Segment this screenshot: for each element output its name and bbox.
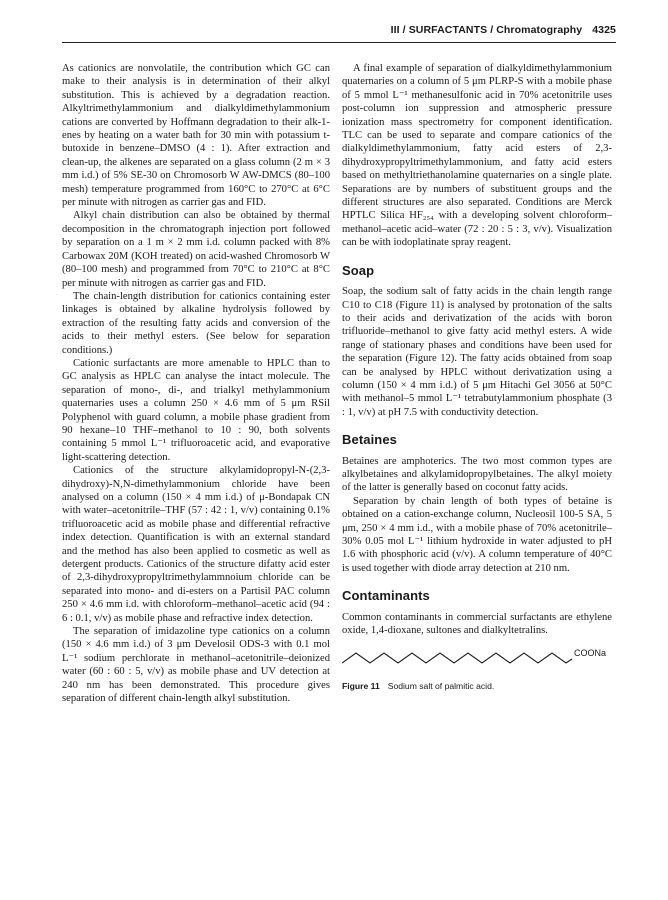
header-rule bbox=[62, 42, 616, 43]
section-heading-contaminants: Contaminants bbox=[342, 588, 430, 604]
paragraph: Common contaminants in commercial surfactants are ethylene oxide, 1,4-dioxane, sultones and dialkyltetralins. bbox=[342, 611, 612, 637]
section-heading-betaines: Betaines bbox=[342, 432, 397, 448]
header-section-title: III / SURFACTANTS / Chromatography bbox=[390, 24, 583, 36]
running-header bbox=[62, 24, 616, 40]
caption-text: Sodium salt of palmitic acid. bbox=[387, 681, 495, 692]
figure-caption bbox=[342, 680, 612, 693]
paragraph: Separation by chain length of both types of betaine is obtained on a cation-exchange column, Nucleosil 100-5 SA, 5 μm, 250 × 4 mm i.d., with a mobile phase of 70% acetonitrile–30% 0.05 mol L⁻¹ lithium hydroxide in water adjusted to pH 1.6 with phosphoric acid (v/v). A column temperature of 40°C is used together with diode array detection at 210 nm. bbox=[342, 495, 612, 574]
structure-label: COONa bbox=[574, 648, 607, 659]
paragraph: The chain-length distribution for cationics containing ester linkages is obtained by alkaline hydrolysis followed by extraction of the resulting fatty acids and conversion of the acids to their methyl esters. (See below for separation conditions.) bbox=[62, 290, 330, 356]
figure-11 bbox=[342, 647, 612, 679]
section-heading-soap: Soap bbox=[342, 262, 375, 278]
caption-label: Figure 11 bbox=[342, 681, 380, 692]
paragraph: A final example of separation of dialkyldimethylammonium quaternaries on a column of 5 μm PLRP-S with a mobile phase of 5 mmol L⁻¹ methanesulfonic acid in 70% acetonitrile uses post-column ion suppression and atmospheric pressure ionization mass spectrometry for component identification. TLC can be used to separate and compare cationics of the dialkyldimethylammonium, fatty acid esters of 2,3-dihydroxypropyltrimethylammonium, and fatty acid esters based on methyltriethanolamine quaternaries on a single plate. Separations are by numbers of substituent groups and the different structures are also separated. Conditions are Merck HPTLC Silica HF₂₅₄ with a developing solvent chloroform–methanol–acetic acid–water (72 : 20 : 5 : 3, v/v). Visualization can be with iodoplatinate spray reagent. bbox=[342, 63, 612, 249]
paragraph: The separation of imidazoline type cationics on a column (150 × 4.6 mm i.d.) of 3 μm Develosil ODS-3 with 0.1 mol L⁻¹ sodium perchlorate in methanol–acetonitrile–deionized water (60 : 60 : 5, v/v) as mobile phase and UV detection at 240 nm has been demonstrated. This procedure gives separation of different chain-length alkyl substitution. bbox=[62, 626, 330, 705]
page-number: 4325 bbox=[592, 24, 616, 36]
right-column bbox=[342, 62, 612, 694]
paragraph: Betaines are amphoterics. The two most common types are alkylbetaines and alkylamidopropylbetaines. The alkyl moiety of the latter is generally based on coconut fatty acids. bbox=[342, 455, 612, 494]
paragraph: Cationic surfactants are more amenable to HPLC than to GC analysis as HPLC can analyse the intact molecule. The separation of mono-, di-, and trialkyl methylammonium quaternaries uses a column 250 × 4.6 mm of 5 μm RSil Polyphenol with guard column, a mobile phase gradient from 90 hexane–10 THF–methanol to 10 : 90, both solvents containing 5 mmol L⁻¹ trifluoroacetic acid, and evaporative light-scattering detection. bbox=[62, 357, 330, 463]
paragraph: Alkyl chain distribution can also be obtained by thermal decomposition in the chromatograph injection port followed by separation on a 1 m × 2 mm i.d. column packed with 8% Carbowax 20M (KOH treated) on acid-washed Chromosorb W (80–100 mesh) and programmed from 70°C to 210°C at 8°C per minute with nitrogen as carrier gas and FID. bbox=[62, 210, 330, 289]
paragraph: As cationics are nonvolatile, the contribution which GC can make to their analysis is in determination of their alkyl substitution. This is achieved by a degradation reaction. Alkyltrimethylammonium and dialkyldimethylammonium cations are converted by Hoffmann degradation to their alk-1-enes by heating on a water bath for 30 min with potassium t-butoxide in benzene–DMSO (4 : 1). After extraction and clean-up, the alkenes are separated on a glass column (2 m × 3 mm i.d.) of 5% SE-30 on Chromosorb W AW-DMCS (80–100 mesh) temperature programmed from 160°C to 270°C at 6°C per minute with nitrogen as carrier gas and FID. bbox=[62, 63, 330, 209]
paragraph: Cationics of the structure alkylamidopropyl-N-(2,3-dihydroxy)-N,N-dimethylammonium chloride have been analysed on a column (150 × 4 mm i.d.) of μ-Bondapak CN with water–acetonitrile–THF (57 : 42 : 1, v/v) containing 0.1% trifluoroacetic acid as mobile phase and differential refractive index detection. Quantification is with an external standard and the method has also been applied to cosmetic as well as detergent products. Cationics of the structure difatty acid ester of 2,3-dihydroxypropyltrimethylammnoium chloride can be separated into mono- and di-esters on a Partisil PAC column 250 × 4.6 mm i.d. with chloroform–methanol–acetic acid (94 : 6 : 0.1, v/v) as mobile phase and refractive index detection. bbox=[62, 465, 330, 624]
palmitate-skeletal-structure bbox=[342, 647, 574, 669]
paragraph: Soap, the sodium salt of fatty acids in the chain length range C10 to C18 (Figure 11) is analysed by protonation of the salts to their acids and derivatization of the acids with boron trifluoride–methanol to give fatty acid methyl esters. A wide range of stationary phases and conditions have been used for the separation (Figure 12). The fatty acids obtained from soap can be analysed by HPLC without derivatization using a column (150 × 4 mm i.d.) of 5 μm Hitachi Gel 3056 at 50°C with methanol–5 mmol L⁻¹ tetrabutylammonium phosphate (3 : 1, v/v) at pH 7.5 with conductivity detection. bbox=[342, 286, 612, 418]
left-column bbox=[62, 62, 330, 706]
